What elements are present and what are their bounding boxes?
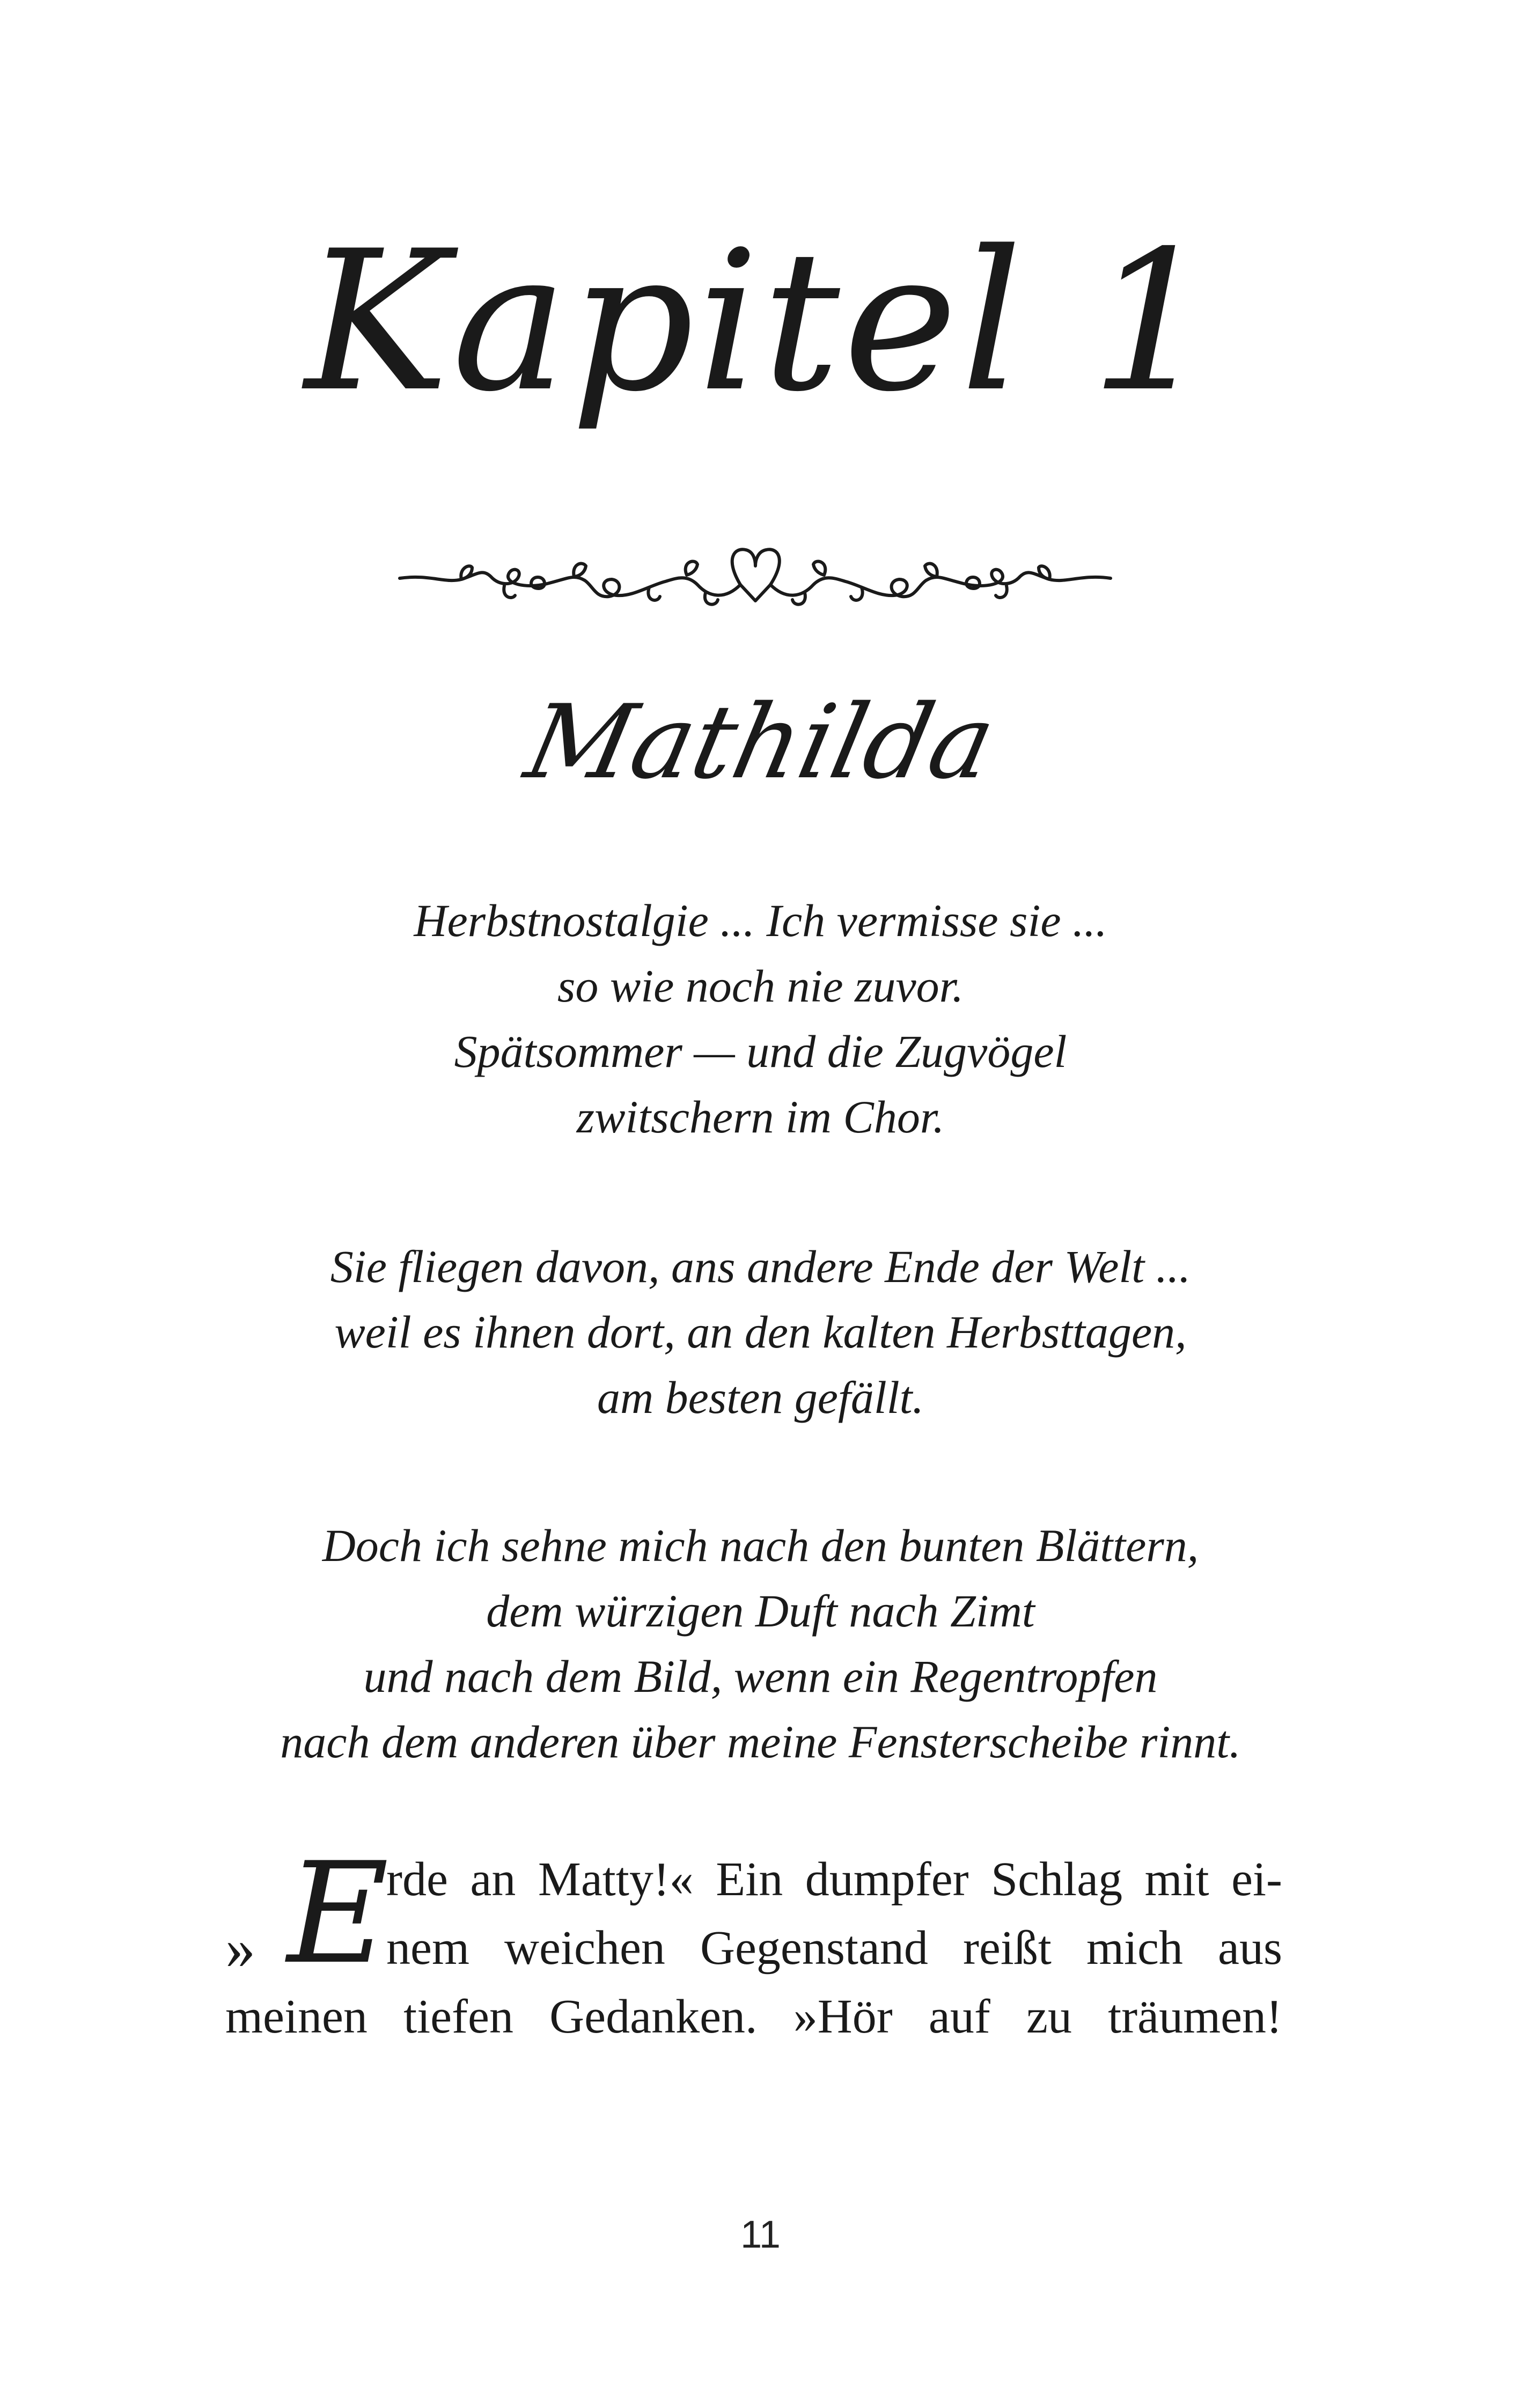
poem-line: dem würzigen Duft nach Zimt (486, 1585, 1035, 1637)
dropcap-letter: E (287, 1833, 389, 1995)
poem-line: weil es ihnen dort, an den kalten Herbsttagen, (334, 1306, 1187, 1358)
poem-line: am besten gefällt. (597, 1372, 924, 1423)
poem-line: Herbstnostalgie ... Ich vermisse sie ... (414, 895, 1107, 946)
poem-stanza (161, 888, 1360, 1150)
poem-line: und nach dem Bild, wenn ein Regentropfen (363, 1651, 1158, 1702)
vine-heart-divider-icon (397, 536, 1113, 633)
dropcap-quote-mark: » (225, 1915, 255, 1982)
poem-line: Doch ich sehne mich nach den bunten Blättern, (322, 1520, 1199, 1571)
poem-stanza (161, 1234, 1360, 1430)
poem-line: Spätsommer — und die Zugvögel (454, 1026, 1067, 1077)
paragraph-line: nem weichen Gegenstand reißt mich aus (386, 1921, 1282, 1975)
character-name: Mathilda (516, 683, 1005, 801)
paragraph-line: rde an Matty!« Ein dumpfer Schlag mit ei- (386, 1853, 1282, 1906)
body-paragraph (225, 1833, 1282, 2051)
chapter-title: Kapitel 1 (304, 209, 1217, 434)
poem-line: Sie fliegen davon, ans andere Ende der Welt ... (330, 1241, 1191, 1292)
poem-line: nach dem anderen über meine Fensterscheibe rinnt. (280, 1716, 1241, 1768)
poem-line: so wie noch nie zuvor. (557, 960, 964, 1012)
poem-line: zwitschern im Chor. (576, 1091, 945, 1143)
page-number: 11 (740, 2213, 781, 2256)
paragraph-line: meinen tiefen Gedanken. »Hör auf zu träumen! (225, 1990, 1282, 2043)
poem-stanza (161, 1513, 1360, 1774)
